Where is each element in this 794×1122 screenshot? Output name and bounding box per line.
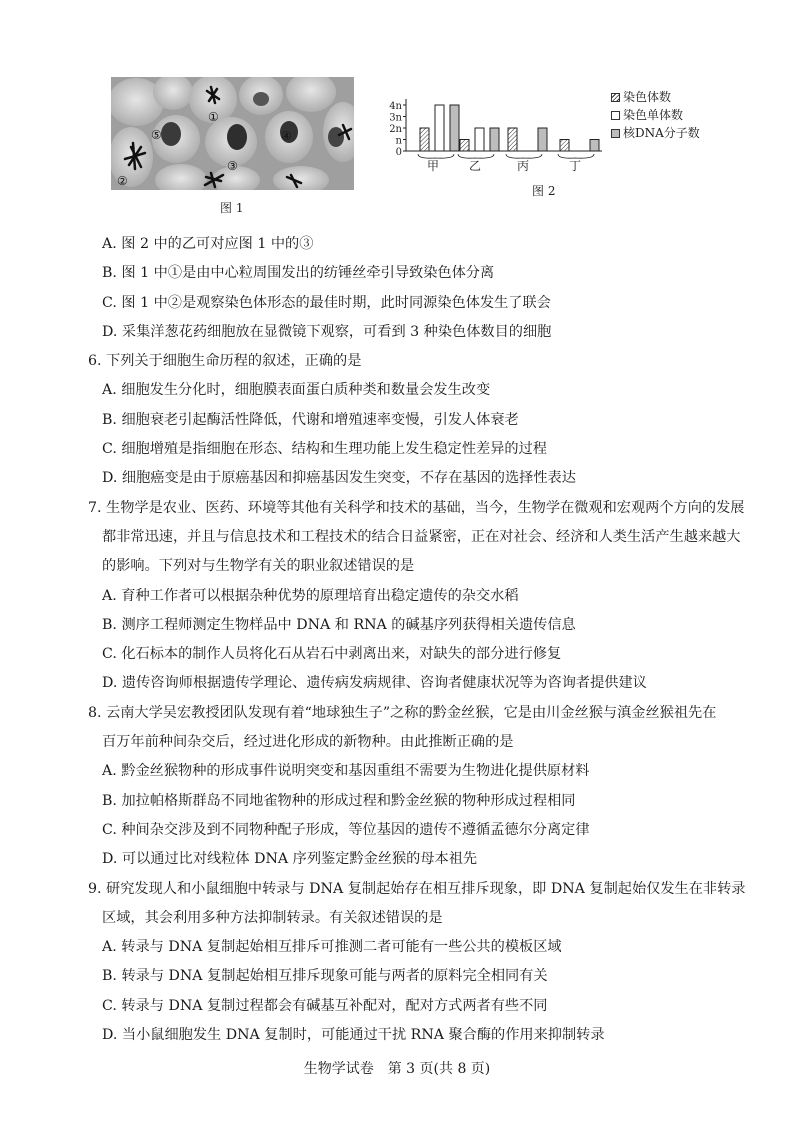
question-stem: 8. 云南大学吴宏教授团队发现有着“地球独生子”之称的黔金丝猴，它是由川金丝猴与滇金丝猴祖先在 xyxy=(88,704,717,721)
y-tick-label: n xyxy=(395,135,402,147)
answer-option: B. 细胞衰老引起酶活性降低，代谢和增殖速率变慢，引发人体衰老 xyxy=(102,411,519,428)
micrograph-image xyxy=(111,77,354,190)
figure1-caption: 图 1 xyxy=(220,201,244,215)
bar-1-1 xyxy=(475,128,484,151)
y-tick-label: 4n xyxy=(389,101,402,112)
answer-option: D. 当小鼠细胞发生 DNA 复制时，可能通过干扰 RNA 聚合酶的作用来抑制转录 xyxy=(102,1027,605,1044)
bar-0-1 xyxy=(460,140,469,152)
y-tick-label: 0 xyxy=(395,147,402,158)
answer-option: D. 可以通过比对线粒体 DNA 序列鉴定黔金丝猴的母本祖先 xyxy=(102,851,478,868)
cell-label-1: ① xyxy=(208,110,219,124)
answer-option: D. 细胞癌变是由于原癌基因和抑癌基因发生突变，不存在基因的选择性表达 xyxy=(102,470,576,487)
answer-option: D. 采集洋葱花药细胞放在显微镜下观察，可看到 3 种染色体数目的细胞 xyxy=(102,323,552,340)
answer-option: C. 转录与 DNA 复制过程都会有碱基互补配对，配对方式两者有些不同 xyxy=(102,997,548,1014)
group-bracket xyxy=(558,154,594,158)
answer-option: D. 遗传咨询师根据遗传学理论、遗传病发病规律、咨询者健康状况等为咨询者提供建议 xyxy=(102,675,647,692)
page-footer: 生物学试卷 第 3 页(共 8 页) xyxy=(303,1061,491,1077)
question-stem: 9. 研究发现人和小鼠细胞中转录与 DNA 复制起始存在相互排斥现象，即 DNA 复制起始仅发生在非转录 xyxy=(88,880,746,897)
cell-label-3: ③ xyxy=(227,159,238,173)
legend-item-chromosomes xyxy=(611,88,700,106)
group-bracket xyxy=(418,154,454,158)
hatch-swatch-icon xyxy=(611,93,620,102)
group-bracket xyxy=(506,154,542,158)
answer-option: A. 黔金丝猴物种的形成事件说明突变和基因重组不需要为生物进化提供原材料 xyxy=(102,763,590,780)
category-label: 丁 xyxy=(568,159,582,173)
answer-option: A. 细胞发生分化时，细胞膜表面蛋白质种类和数量会发生改变 xyxy=(102,382,491,399)
cell-label-5: ⑤ xyxy=(151,128,162,142)
answer-option: B. 测序工程师测定生物样品中 DNA 和 RNA 的碱基序列获得相关遗传信息 xyxy=(102,616,576,633)
y-tick-label: 3n xyxy=(389,112,402,124)
bar-2-1 xyxy=(490,128,499,151)
bar-2-3 xyxy=(590,140,599,152)
bar-0-0 xyxy=(420,128,429,151)
figures-header xyxy=(0,0,794,220)
gray-swatch-icon xyxy=(611,129,620,138)
question-continuation: 都非常迅速，并且与信息技术和工程技术的结合日益紧密，正在对社会、经济和人类生活产生越来越大 xyxy=(102,528,741,545)
question-continuation: 的影响。下列对与生物学有关的职业叙述错误的是 xyxy=(102,558,415,575)
chart-legend xyxy=(611,88,700,142)
answer-option: A. 转录与 DNA 复制起始相互排斥可推测二者可能有一些公共的模板区域 xyxy=(102,939,562,956)
legend-item-chromatids xyxy=(611,106,700,124)
legend-label: 核DNA分子数 xyxy=(623,126,700,140)
chromosome-bar-chart xyxy=(380,93,610,173)
bar-0-3 xyxy=(560,140,569,152)
bar-2-0 xyxy=(450,105,459,151)
legend-item-dna xyxy=(611,124,700,142)
question-stem: 6. 下列关于细胞生命历程的叙述，正确的是 xyxy=(88,353,362,370)
bar-2-2 xyxy=(538,128,547,151)
answer-option: A. 育种工作者可以根据杂种优势的原理培育出稳定遗传的杂交水稻 xyxy=(102,587,519,604)
answer-option: B. 转录与 DNA 复制起始相互排斥现象可能与两者的原料完全相同有关 xyxy=(102,968,548,985)
question-stem: 7. 生物学是农业、医药、环境等其他有关科学和技术的基础，当今，生物学在微观和宏观两个方向的发展 xyxy=(88,499,745,516)
bar-0-2 xyxy=(508,128,517,151)
category-label: 丙 xyxy=(516,159,530,173)
question-continuation: 百万年前种间杂交后，经过进化形成的新物种。由此推断正确的是 xyxy=(102,734,514,751)
answer-option: B. 加拉帕格斯群岛不同地雀物种的形成过程和黔金丝猴的物种形成过程相同 xyxy=(102,792,576,809)
cell-label-2: ② xyxy=(117,174,128,188)
question-continuation: 区域，其会利用多种方法抑制转录。有关叙述错误的是 xyxy=(102,909,443,926)
answer-option: C. 化石标本的制作人员将化石从岩石中剥离出来，对缺失的部分进行修复 xyxy=(102,646,562,663)
group-bracket xyxy=(458,154,494,158)
answer-option: A. 图 2 中的乙可对应图 1 中的③ xyxy=(102,236,314,252)
answer-option: C. 图 1 中②是观察染色体形态的最佳时期，此时同源染色体发生了联会 xyxy=(102,294,551,311)
category-label: 甲 xyxy=(426,159,440,173)
cell-label-4: ④ xyxy=(281,129,292,143)
answer-option: C. 细胞增殖是指细胞在形态、结构和生理功能上发生稳定性差异的过程 xyxy=(102,441,547,458)
figure2-caption: 图 2 xyxy=(532,184,556,198)
legend-label: 染色单体数 xyxy=(623,108,684,122)
y-tick-label: 2n xyxy=(389,124,402,135)
answer-option: C. 种间杂交涉及到不同物种配子形成，等位基因的遗传不遵循孟德尔分离定律 xyxy=(102,821,590,838)
white-swatch-icon xyxy=(611,111,620,120)
legend-label: 染色体数 xyxy=(623,90,672,104)
question-text xyxy=(88,230,746,1050)
category-label: 乙 xyxy=(468,159,482,173)
answer-option: B. 图 1 中①是由中心粒周围发出的纺锤丝牵引导致染色体分离 xyxy=(102,265,495,282)
bar-1-0 xyxy=(435,105,444,151)
